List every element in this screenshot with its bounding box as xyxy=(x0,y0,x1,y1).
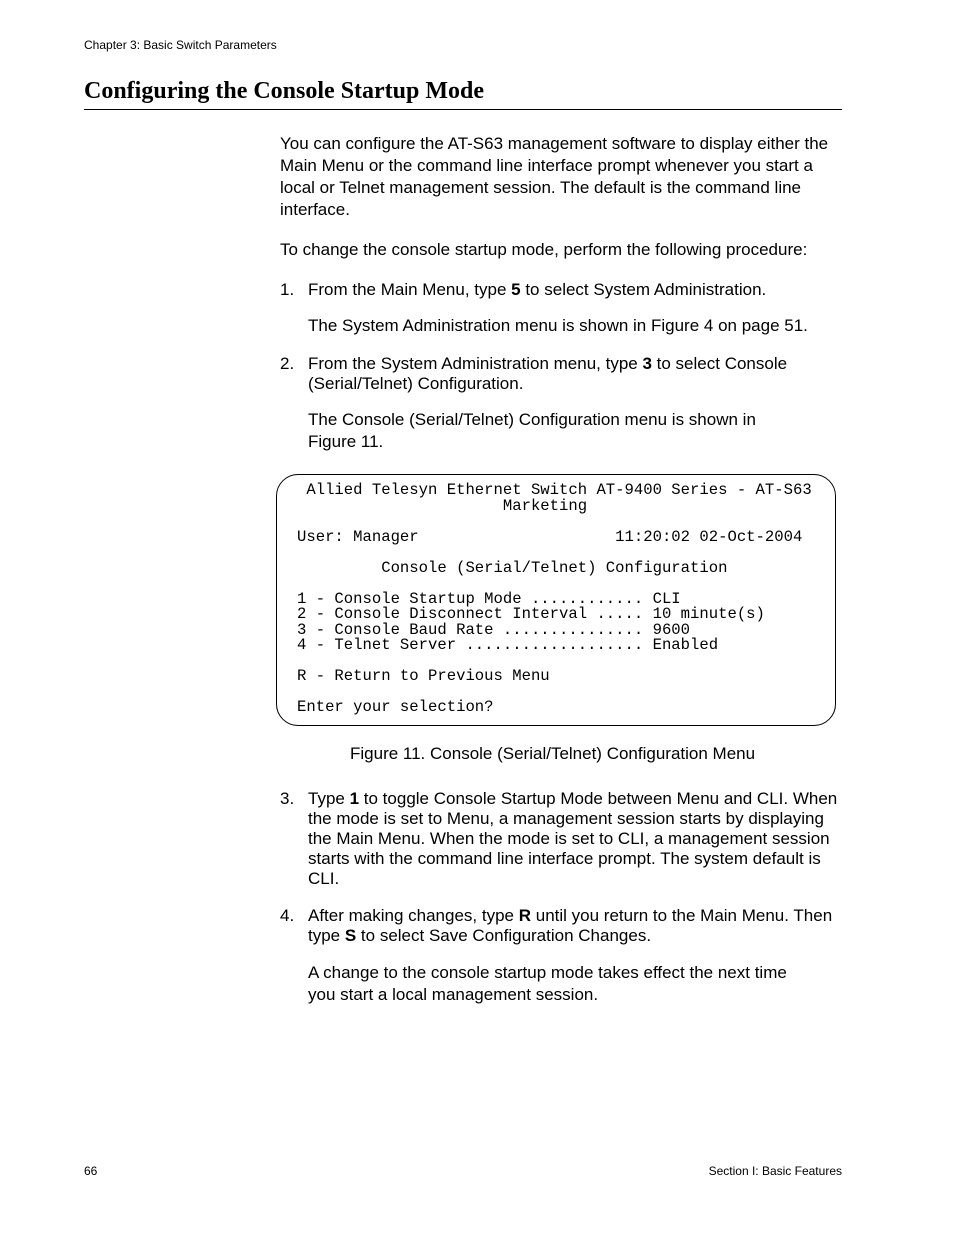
console-screen-text xyxy=(297,483,812,716)
screen-menu-title: Console (Serial/Telnet) Configuration xyxy=(297,558,728,577)
step-1-note: The System Administration menu is shown in Figure 4 on page 51. xyxy=(308,316,808,335)
step-number: 2. xyxy=(280,354,295,373)
figure-caption: Figure 11. Console (Serial/Telnet) Configuration Menu xyxy=(350,744,756,763)
screen-prompt: Enter your selection? xyxy=(297,698,494,716)
step-1 xyxy=(280,280,842,300)
menu-item-telnet-server: 4 - Telnet Server ................... Enabled xyxy=(297,636,719,654)
menu-item-console-startup-mode: 1 - Console Startup Mode ............ CLI xyxy=(297,589,681,608)
screen-subtitle: Marketing xyxy=(297,496,588,515)
key-hint: 5 xyxy=(511,280,521,299)
intro-paragraph: You can configure the AT-S63 management software to display either the Main Menu or the command line interface prompt whenever you start a local or Telnet management session. The default is the command line interface. xyxy=(280,134,829,219)
step-text: to select System Administration. xyxy=(520,280,767,299)
step-4 xyxy=(280,906,842,946)
step-text: until you return to the Main Menu. Then type xyxy=(308,906,833,945)
step-number: 3. xyxy=(280,789,295,808)
key-hint: R xyxy=(518,906,532,925)
step-3 xyxy=(280,789,842,889)
step-number: 4. xyxy=(280,906,295,925)
step-text: to select Save Configuration Changes. xyxy=(356,926,652,945)
step-text: From the Main Menu, type xyxy=(308,280,512,299)
page-number: 66 xyxy=(84,1164,98,1178)
step-text: From the System Administration menu, type xyxy=(308,354,643,373)
step-4-note: A change to the console startup mode takes effect the next time you start a local management session. xyxy=(308,963,787,1004)
menu-item-console-baud-rate: 3 - Console Baud Rate ............... 9600 xyxy=(297,620,691,639)
screen-user-line: User: Manager 11:20:02 02-Oct-2004 xyxy=(297,527,803,546)
step-number: 1. xyxy=(280,280,295,299)
menu-item-return: R - Return to Previous Menu xyxy=(297,667,550,685)
step-2-note: The Console (Serial/Telnet) Configuration menu is shown in Figure 11. xyxy=(308,410,756,451)
running-header: Chapter 3: Basic Switch Parameters xyxy=(84,38,277,52)
procedure-intro: To change the console startup mode, perform the following procedure: xyxy=(280,240,808,259)
step-2 xyxy=(280,354,842,394)
step-text: After making changes, type xyxy=(308,906,519,925)
step-text: to toggle Console Startup Mode between Menu and CLI. When the mode is set to Menu, a management session starts by displaying the Main Menu. When the mode is set to CLI, a management session starts with the command line interface prompt. The system default is CLI. xyxy=(308,789,838,888)
section-title: Configuring the Console Startup Mode xyxy=(84,78,842,110)
step-text: Type xyxy=(308,789,350,808)
menu-item-console-disconnect-interval: 2 - Console Disconnect Interval ..... 10 minute(s) xyxy=(297,605,765,623)
step-text: to select Console (Serial/Telnet) Configuration. xyxy=(308,354,788,393)
console-screen-figure xyxy=(276,474,836,726)
running-footer: Section I: Basic Features xyxy=(708,1164,842,1178)
screen-title: Allied Telesyn Ethernet Switch AT-9400 Series - AT-S63 xyxy=(297,481,812,499)
key-hint: 3 xyxy=(642,354,652,373)
key-hint: S xyxy=(344,926,357,945)
key-hint: 1 xyxy=(349,789,360,808)
